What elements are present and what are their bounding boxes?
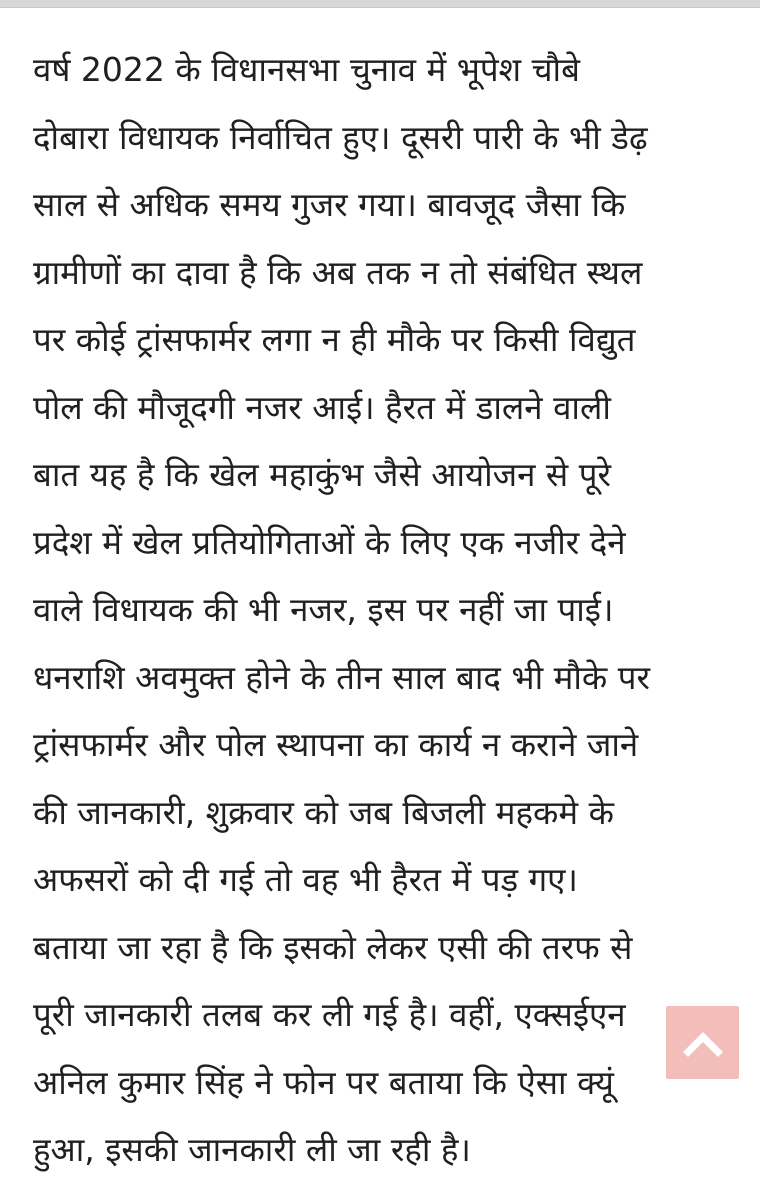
top-border xyxy=(0,0,760,8)
article-line: ग्रामीणों का दावा है कि अब तक न तो संबंधित स्थल xyxy=(33,252,643,292)
article-line: पूरी जानकारी तलब कर ली गई है। वहीं, एक्सईएन xyxy=(33,995,626,1034)
article-line: धनराशि अवमुक्त होने के तीन साल बाद भी मौके पर xyxy=(33,657,650,697)
article-line: साल से अधिक समय गुजर गया। बावजूद जैसा कि xyxy=(33,185,626,224)
article-line: ट्रांसफार्मर और पोल स्थापना का कार्य न कराने जाने xyxy=(33,725,639,764)
article-line: दोबारा विधायक निर्वाचित हुए। दूसरी पारी के भी डेढ़ xyxy=(33,117,648,157)
article-line: अनिल कुमार सिंह ने फोन पर बताया कि ऐसा क्यूं xyxy=(33,1062,614,1102)
article-line: पर कोई ट्रांसफार्मर लगा न ही मौके पर किसी विद्युत xyxy=(33,320,636,359)
article-line: की जानकारी, शुक्रवार को जब बिजली महकमे के xyxy=(33,792,614,832)
article-line: हुआ, इसकी जानकारी ली जा रही है। xyxy=(33,1130,471,1169)
article-line: बताया जा रहा है कि इसको लेकर एसी की तरफ से xyxy=(33,927,633,967)
article-line: पोल की मौजूदगी नजर आई। हैरत में डालने वाली xyxy=(33,387,611,427)
article-body xyxy=(33,36,733,1184)
article-line: वाले विधायक की भी नजर, इस पर नहीं जा पाई। xyxy=(33,590,614,629)
article-line: अफसरों को दी गई तो वह भी हैरत में पड़ गए। xyxy=(33,860,578,899)
chevron-up-icon xyxy=(683,1028,723,1058)
article-line: वर्ष 2022 के विधानसभा चुनाव में भूपेश चौबे xyxy=(33,50,580,89)
back-to-top-button[interactable] xyxy=(666,1006,739,1079)
article-line: बात यह है कि खेल महाकुंभ जैसे आयोजन से पूरे xyxy=(33,455,611,494)
article-line: प्रदेश में खेल प्रतियोगिताओं के लिए एक नजीर देने xyxy=(33,522,626,562)
